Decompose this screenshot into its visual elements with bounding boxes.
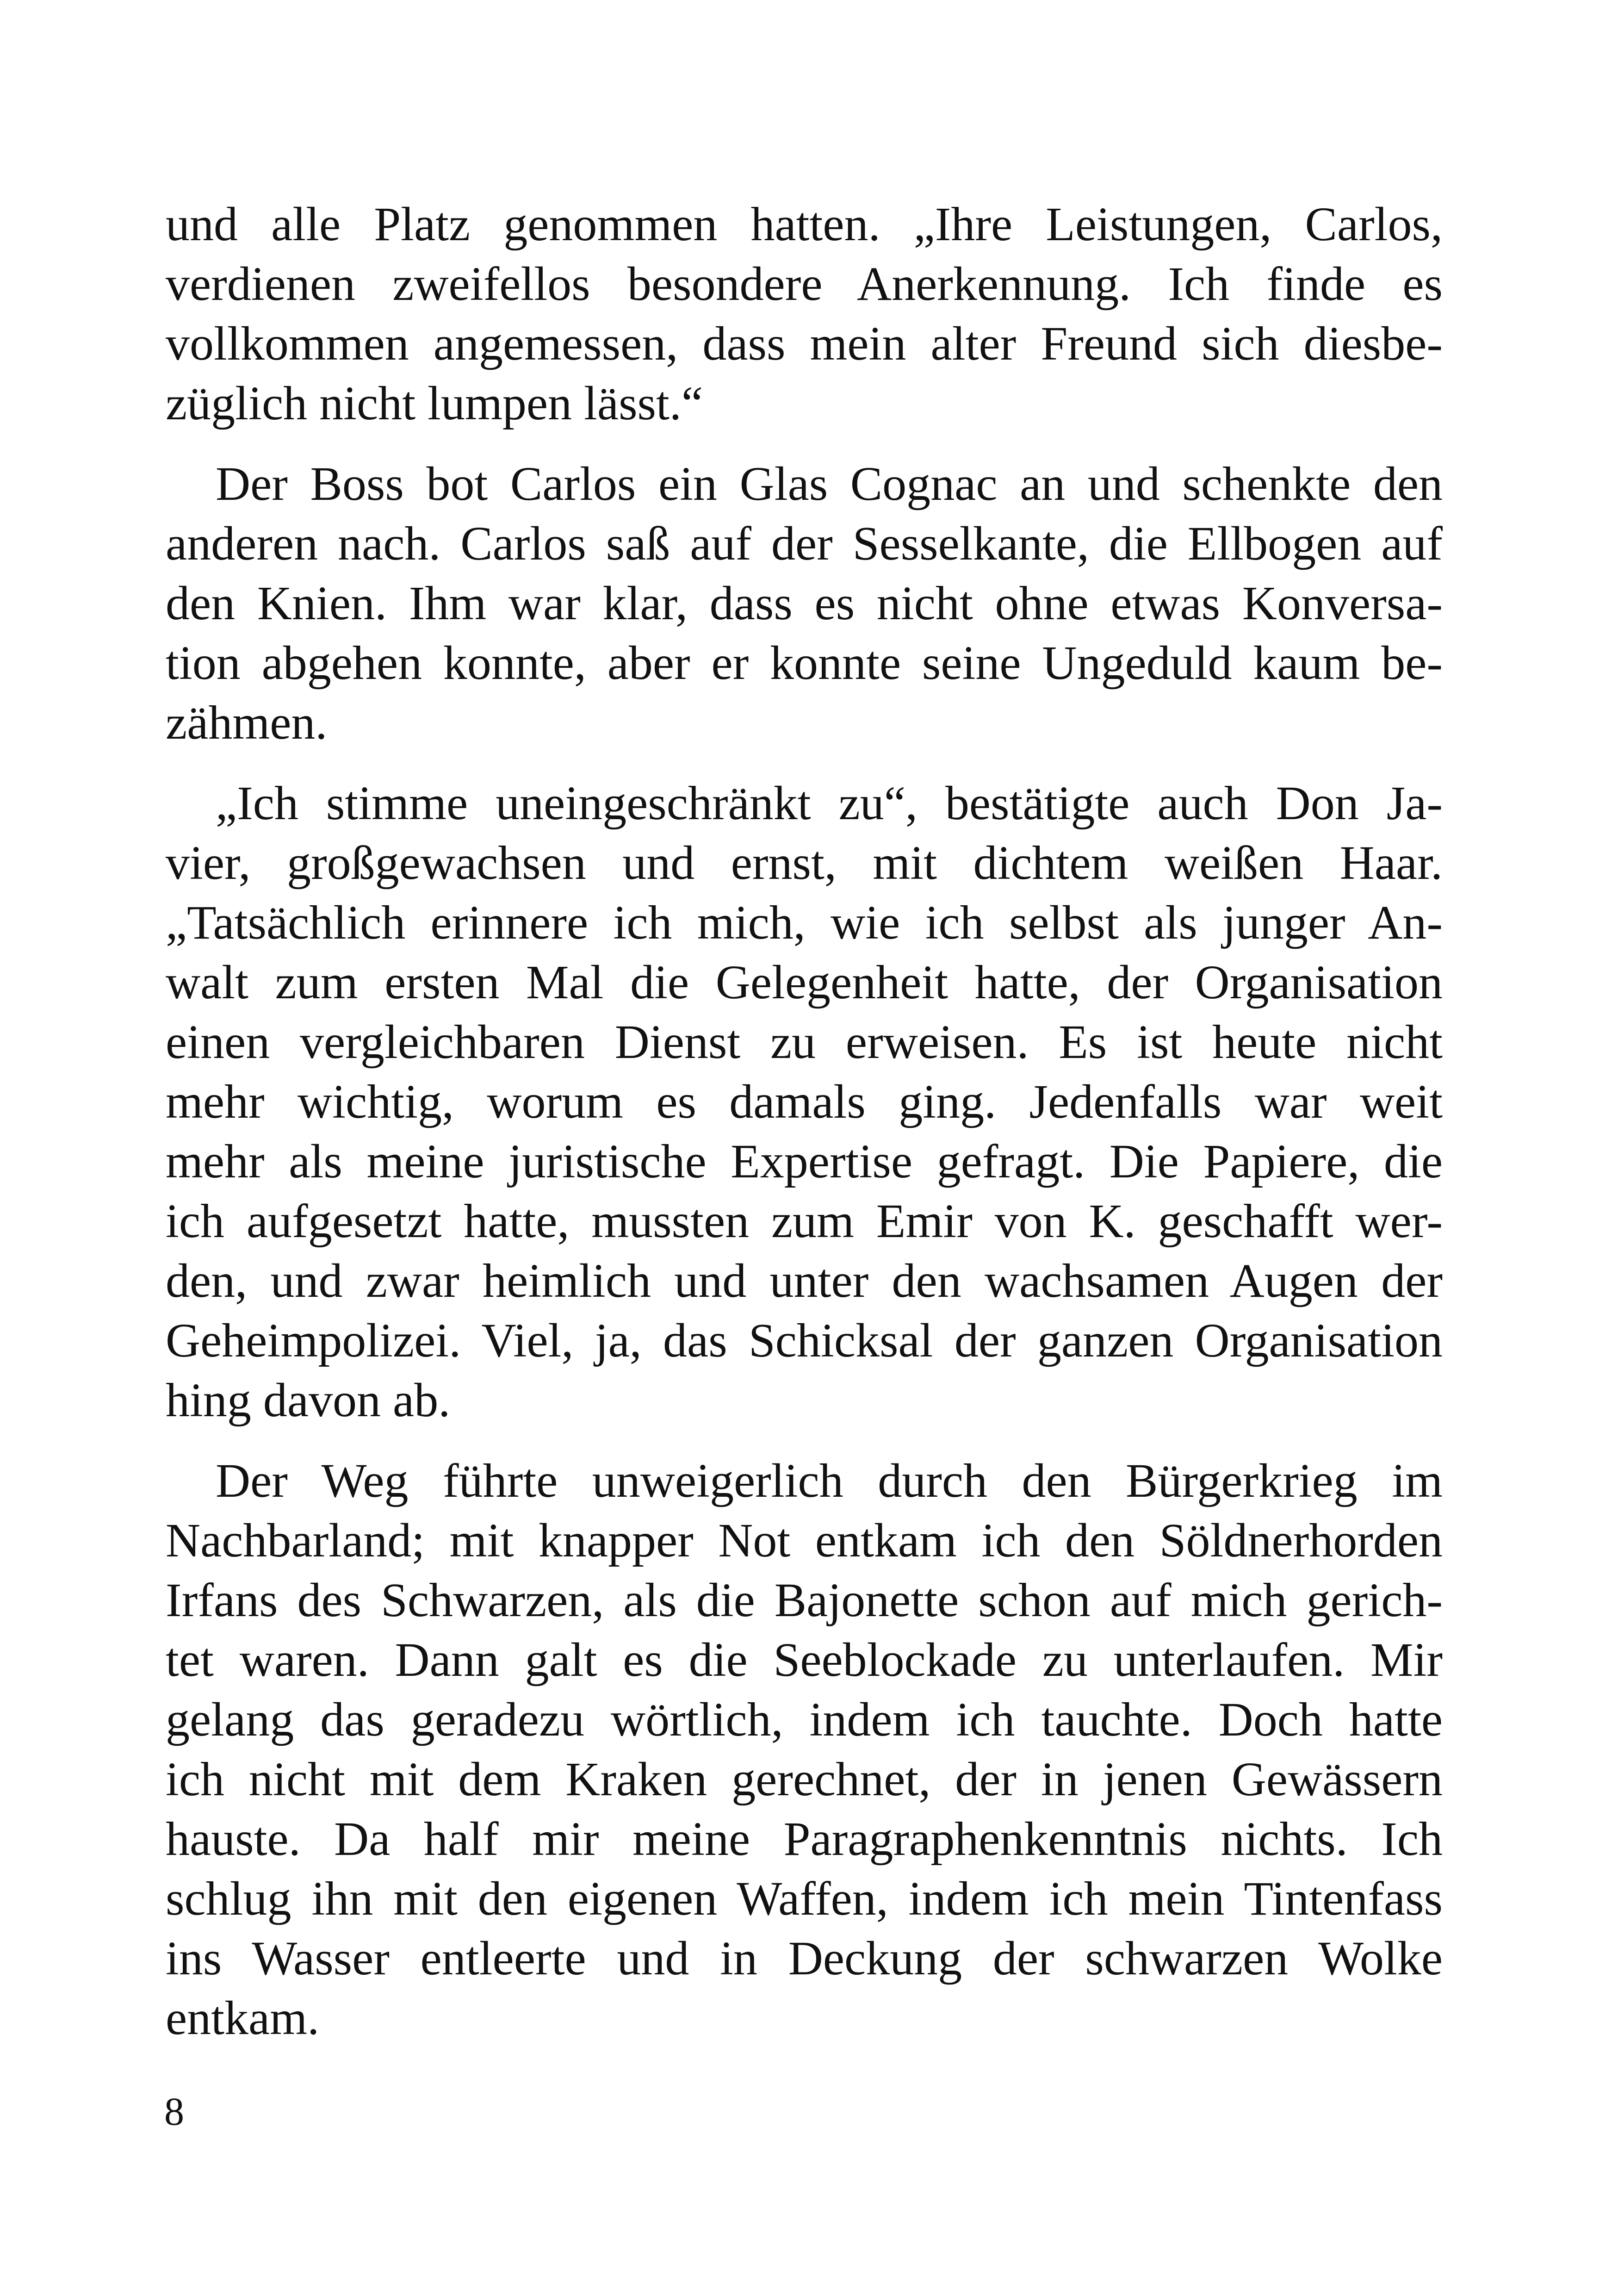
paragraph xyxy=(166,194,1443,433)
text-line: züglich nicht lumpen lässt.“ xyxy=(166,377,703,430)
text-line: anderen nach. Carlos saß auf der Sesselkante, die Ellbogen auf xyxy=(166,517,1443,570)
text-line: hauste. Da half mir meine Paragraphenkenntnis nichts. Ich xyxy=(166,1812,1443,1866)
text-line: „Tatsächlich erinnere ich mich, wie ich selbst als junger An- xyxy=(166,896,1443,949)
page-number: 8 xyxy=(164,2089,184,2134)
text-line: „Ich stimme uneingeschränkt zu“, bestätigte auch Don Ja- xyxy=(216,777,1443,830)
text-line: Irfans des Schwarzen, als die Bajonette schon auf mich gerich- xyxy=(166,1574,1443,1627)
paragraph xyxy=(166,454,1443,753)
text-line: einen vergleichbaren Dienst zu erweisen. Es ist heute nicht xyxy=(166,1015,1443,1069)
text-line: Nachbarland; mit knapper Not entkam ich den Söldnerhorden xyxy=(166,1514,1443,1567)
text-line: hing davon ab. xyxy=(166,1374,451,1427)
text-line: den Knien. Ihm war klar, dass es nicht ohne etwas Konversa- xyxy=(166,577,1443,630)
text-line: ich nicht mit dem Kraken gerechnet, der in jenen Gewässern xyxy=(166,1753,1443,1806)
text-line: tion abgehen konnte, aber er konnte seine Ungeduld kaum be- xyxy=(166,636,1443,690)
text-line: zähmen. xyxy=(166,696,328,749)
text-line: tet waren. Dann galt es die Seeblockade zu unterlaufen. Mir xyxy=(166,1633,1443,1686)
text-line: Der Boss bot Carlos ein Glas Cognac an und schenkte den xyxy=(216,457,1443,510)
text-line: Der Weg führte unweigerlich durch den Bürgerkrieg im xyxy=(216,1454,1443,1507)
text-line: und alle Platz genommen hatten. „Ihre Leistungen, Carlos, xyxy=(166,198,1443,251)
body-text xyxy=(166,194,1443,2069)
text-line: Geheimpolizei. Viel, ja, das Schicksal der ganzen Organisation xyxy=(166,1314,1443,1367)
text-line: verdienen zweifellos besondere Anerkennung. Ich finde es xyxy=(166,257,1443,311)
text-line: mehr wichtig, worum es damals ging. Jedenfalls war weit xyxy=(166,1075,1443,1128)
text-line: entkam. xyxy=(166,1991,320,2045)
text-line: schlug ihn mit den eigenen Waffen, indem ich mein Tintenfass xyxy=(166,1872,1443,1925)
text-line: ich aufgesetzt hatte, mussten zum Emir von K. geschafft wer- xyxy=(166,1195,1443,1248)
text-line: ins Wasser entleerte und in Deckung der schwarzen Wolke xyxy=(166,1932,1443,1985)
paragraph xyxy=(166,773,1443,1430)
text-line: vier, großgewachsen und ernst, mit dichtem weißen Haar. xyxy=(166,836,1443,890)
text-line: walt zum ersten Mal die Gelegenheit hatte, der Organisation xyxy=(166,956,1443,1009)
text-line: gelang das geradezu wörtlich, indem ich tauchte. Doch hatte xyxy=(166,1693,1443,1746)
text-line: den, und zwar heimlich und unter den wachsamen Augen der xyxy=(166,1254,1443,1307)
text-line: vollkommen angemessen, dass mein alter Freund sich diesbe- xyxy=(166,317,1443,370)
text-line: mehr als meine juristische Expertise gefragt. Die Papiere, die xyxy=(166,1135,1443,1188)
paragraph xyxy=(166,1451,1443,2048)
